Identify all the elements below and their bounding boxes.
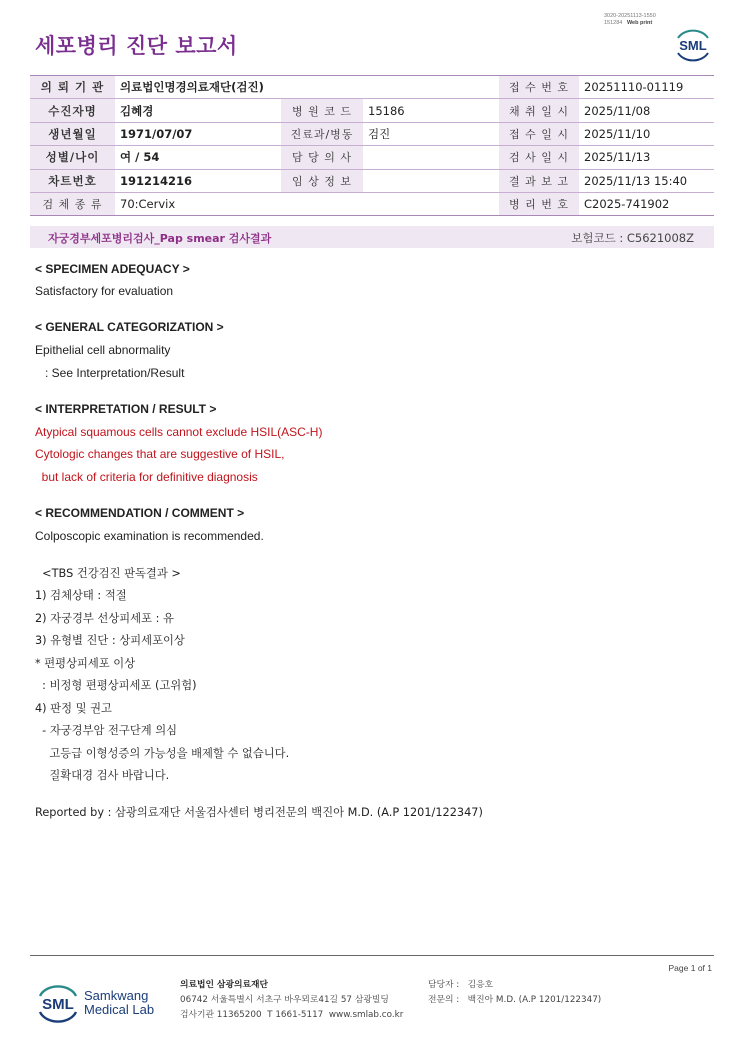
tbs-line: 고등급 이형성증의 가능성을 배제할 수 없습니다.: [35, 747, 290, 760]
footer-manager: 담당자 : 김응호: [428, 980, 494, 990]
test-name: 자궁경부세포병리검사_Pap smear 검사결과: [48, 232, 272, 245]
specimen-adequacy-text: Satisfactory for evaluation: [35, 284, 174, 298]
footer-contact: 검사기관 11365200 T 1661-5117 www.smlab.co.kr: [180, 1010, 404, 1020]
general-categorization-note: : See Interpretation/Result: [35, 366, 185, 380]
footer-brand: [84, 989, 154, 1017]
label-clinical-info: 임 상 정 보: [281, 169, 363, 192]
label-hospital-code: 병 원 코 드: [281, 99, 363, 122]
sml-logo-text: SML: [679, 38, 707, 53]
tbs-line: <TBS 건강검진 판독결과 >: [35, 567, 181, 580]
recommendation-heading: < RECOMMENDATION / COMMENT >: [35, 506, 245, 520]
table-row: [30, 122, 714, 145]
footer-staff-info: [428, 978, 601, 1008]
tbs-line: 질확대경 검사 바랍니다.: [35, 769, 170, 782]
label-result-report: 결 과 보 고: [499, 169, 579, 192]
footer-address: 06742 서울특별시 서초구 바우뫼로41길 57 삼광빌딩: [180, 995, 389, 1005]
page-title: 세포병리 진단 보고서: [35, 34, 238, 58]
value-requesting-org: 의료법인명경의료재단(검진): [115, 76, 499, 99]
label-physician: 담 당 의 사: [281, 146, 363, 169]
value-accession-no: 20251110-01119: [579, 76, 714, 99]
interpretation-heading: < INTERPRETATION / RESULT >: [35, 402, 217, 416]
insurance-code: 보험코드 : C5621008Z: [571, 231, 694, 245]
label-receipt-date: 접 수 일 시: [499, 122, 579, 145]
label-specimen-type: 검 체 종 류: [30, 192, 115, 215]
value-birth-date: 1971/07/07: [115, 122, 281, 145]
value-receipt-date: 2025/11/10: [579, 122, 714, 145]
table-row: [30, 76, 714, 99]
value-patient-name: 김혜경: [115, 99, 281, 122]
value-collection-date: 2025/11/08: [579, 99, 714, 122]
tbs-line: - 자궁경부암 전구단계 의심: [35, 724, 178, 737]
print-id: [604, 13, 656, 27]
table-row: [30, 192, 714, 215]
table-row: [30, 146, 714, 169]
patient-info-table: [30, 75, 714, 216]
brand-line-1: Samkwang: [84, 988, 149, 1003]
value-result-report: 2025/11/13 15:40: [579, 169, 714, 192]
general-categorization-text: Epithelial cell abnormality: [35, 343, 171, 357]
specimen-adequacy-heading: < SPECIMEN ADEQUACY >: [35, 262, 190, 276]
sml-footer-logo-text: SML: [42, 996, 74, 1013]
footer-specialist: 전문의 : 백진아 M.D. (A.P 1201/122347): [428, 995, 602, 1005]
label-sex-age: 성별/나이: [30, 146, 115, 169]
value-pathology-no: C2025-741902: [579, 192, 714, 215]
sml-logo-icon: [672, 26, 714, 64]
interpretation-result-2: Cytologic changes that are suggestive of HSIL,: [35, 447, 285, 461]
tbs-line: 3) 유형별 진단 : 상피세포이상: [35, 634, 185, 647]
value-test-date: 2025/11/13: [579, 146, 714, 169]
sml-footer-logo-icon: [36, 981, 80, 1025]
label-patient-name: 수진자명: [30, 99, 115, 122]
footer-org-info: [180, 978, 403, 1023]
interpretation-result-3: but lack of criteria for definitive diagnosis: [35, 470, 258, 484]
label-pathology-no: 병 리 번 호: [499, 192, 579, 215]
interpretation-result-1: Atypical squamous cells cannot exclude HSIL(ASC-H): [35, 425, 323, 439]
label-requesting-org: 의 뢰 기 관: [30, 76, 115, 99]
label-department: 진료과/병동: [281, 122, 363, 145]
print-id-line1: 3020-20251113-1550: [604, 13, 656, 19]
tbs-line: 1) 검체상태 : 적절: [35, 589, 127, 602]
footer-org-name: 의료법인 삼광의료재단: [180, 980, 269, 990]
table-row: [30, 99, 714, 122]
web-print-mark: Web print: [626, 20, 653, 26]
value-clinical-info: [363, 169, 499, 192]
value-specimen-type: 70:Cervix: [115, 192, 499, 215]
reported-by: Reported by : 삼광의료재단 서울검사센터 병리전문의 백진아 M.D. (A.P 1201/122347): [35, 806, 483, 819]
general-categorization-heading: < GENERAL CATEGORIZATION >: [35, 320, 224, 334]
label-chart-no: 차트번호: [30, 169, 115, 192]
value-physician: [363, 146, 499, 169]
tbs-line: 2) 자궁경부 선상피세포 : 유: [35, 612, 174, 625]
label-accession-no: 접 수 번 호: [499, 76, 579, 99]
table-row: [30, 169, 714, 192]
label-birth-date: 생년월일: [30, 122, 115, 145]
value-hospital-code: 15186: [363, 99, 499, 122]
value-sex-age: 여 / 54: [115, 146, 281, 169]
label-test-date: 검 사 일 시: [499, 146, 579, 169]
print-id-line2: 151284: [604, 20, 623, 26]
test-header-bar: [30, 226, 714, 248]
tbs-line: 4) 판정 및 권고: [35, 702, 112, 715]
value-chart-no: 191214216: [115, 169, 281, 192]
tbs-line: : 비정형 편평상피세포 (고위험): [35, 679, 197, 692]
footer-divider: [30, 955, 714, 956]
page-number: Page 1 of 1: [668, 963, 712, 973]
value-department: 검진: [363, 122, 499, 145]
recommendation-text: Colposcopic examination is recommended.: [35, 529, 264, 543]
brand-line-2: Medical Lab: [84, 1002, 155, 1017]
label-collection-date: 채 취 일 시: [499, 99, 579, 122]
tbs-line: * 편평상피세포 이상: [35, 657, 136, 670]
